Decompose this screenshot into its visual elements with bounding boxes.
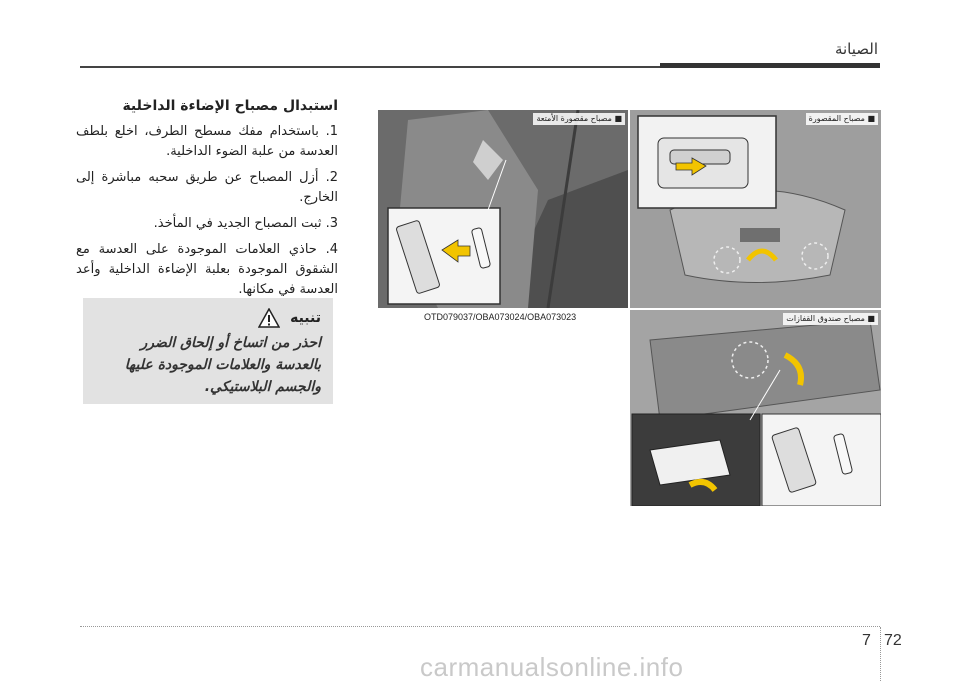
glovebox-lamp-label: ■ مصباح صندوق القفازات bbox=[783, 313, 878, 325]
map-lamp-illustration bbox=[630, 110, 881, 308]
step-3: 3. ثبت المصباح الجديد في المأخذ. bbox=[153, 216, 338, 231]
warning-triangle-icon bbox=[258, 308, 280, 328]
caution-title: تنبيه bbox=[290, 310, 321, 326]
header-rule-accent bbox=[660, 63, 880, 68]
glovebox-lamp-illustration bbox=[630, 310, 881, 506]
footer-rule bbox=[80, 626, 880, 627]
caution-box bbox=[83, 298, 333, 404]
luggage-lamp-illustration bbox=[378, 110, 628, 308]
section-heading: استبدال مصباح الإضاءة الداخلية bbox=[122, 98, 338, 114]
watermark: carmanualsonline.info bbox=[420, 652, 684, 682]
step-1: 1. باستخدام مفك مسطح الطرف، اخلع بلطف العدسة من علبة الضوء الداخلية. bbox=[76, 124, 338, 159]
instructions-column bbox=[76, 96, 338, 306]
figure-code: OTD079037/OBA073024/OBA073023 bbox=[424, 312, 577, 322]
luggage-lamp-photo bbox=[378, 110, 628, 308]
step-4: 4. حاذي العلامات الموجودة على العدسة مع الشقوق الموجودة بعلبة الإضاءة الداخلية وأعد العدسة في مكانها. bbox=[76, 242, 338, 297]
map-lamp-photo bbox=[630, 110, 881, 308]
chapter-number: 7 bbox=[862, 632, 871, 649]
caution-body: احذر من اتساخ أو إلحاق الضرر بالعدسة والعلامات الموجودة عليها والجسم البلاستيكي. bbox=[124, 335, 321, 395]
map-lamp-label: ■ مصباح المقصورة bbox=[806, 113, 878, 125]
glovebox-lamp-photo bbox=[630, 310, 881, 506]
step-2: 2. أزل المصباح عن طريق سحبه مباشرة إلى الخارج. bbox=[76, 170, 338, 205]
section-title: الصيانة bbox=[834, 40, 878, 58]
page-number: 72 bbox=[884, 632, 902, 649]
page-divider bbox=[880, 627, 881, 681]
luggage-lamp-label: ■ مصباح مقصورة الأمتعة bbox=[533, 113, 625, 125]
